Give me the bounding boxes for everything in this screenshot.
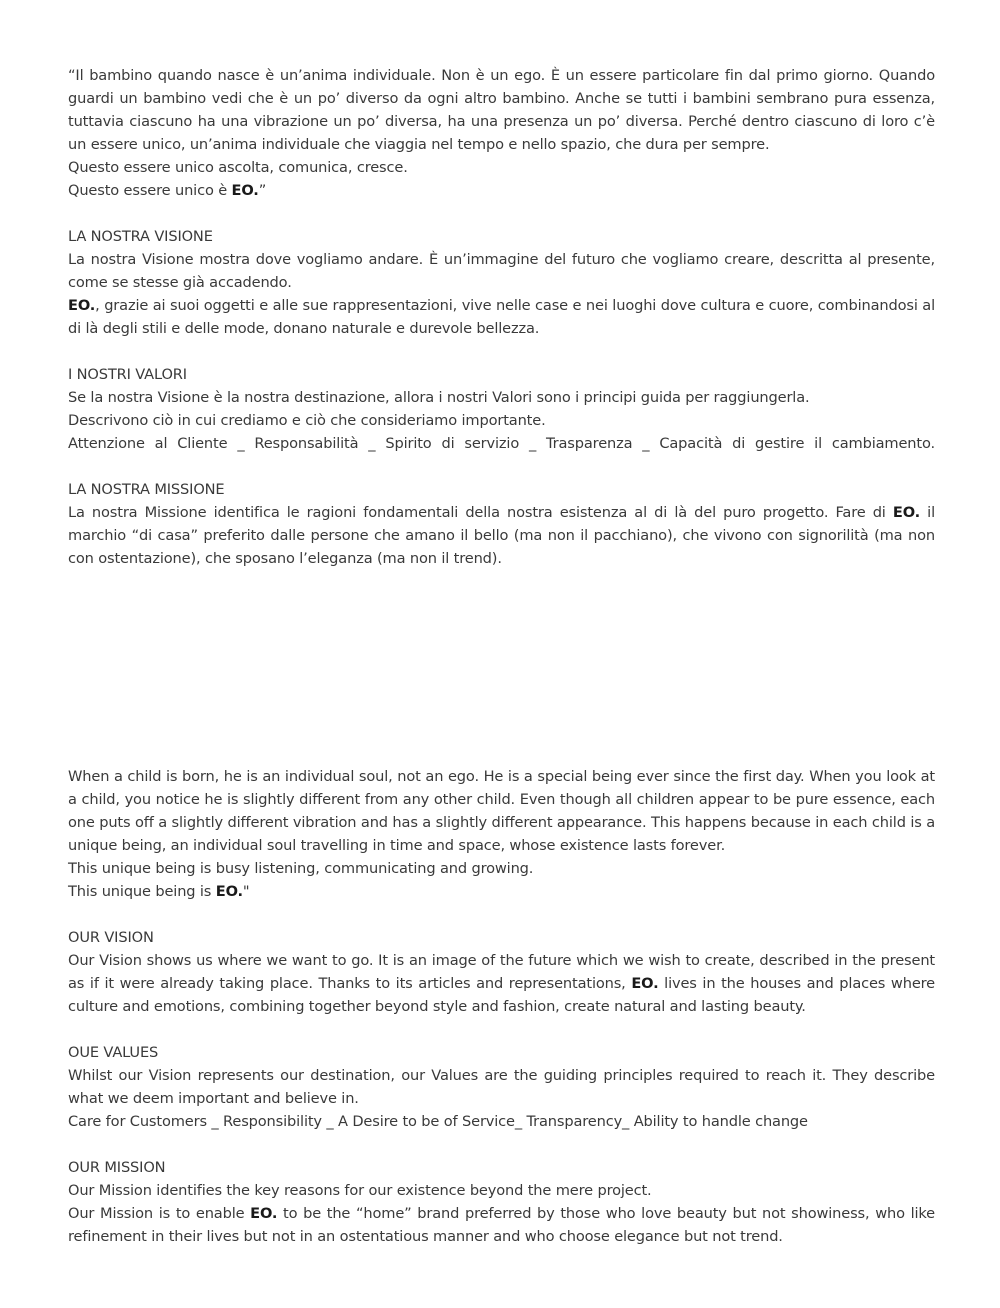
english-values-list: Care for Customers _ Responsibility _ A Desire to be of Service_ Transparency_ Ability to handle change [68, 1113, 808, 1130]
english-vision-text-b: lives in the houses and places where culture and emotions, combining together beyond style and fashion, create natural and lasting beauty. [68, 975, 936, 1015]
italian-vision-brand-paragraph [68, 294, 935, 340]
italian-mission-text-b: il marchio “di casa” preferito dalle persone che amano il bello (ma non il pacchiano), che vivono con signorilità (ma non con ostentazione), che sposano l’eleganza (ma non il trend). [68, 504, 935, 567]
italian-quote-closing [68, 179, 935, 202]
italian-mission-paragraph [68, 501, 935, 570]
italian-mission-text-a: La nostra Missione identifica le ragioni fondamentali della nostra esistenza al di là del puro progetto. Fare di [68, 504, 893, 521]
closing-quote-mark: ” [258, 182, 267, 199]
brand-name: EO. [250, 1205, 278, 1222]
italian-quote-paragraph [68, 64, 935, 156]
english-values-paragraph: Whilst our Vision represents our destination, our Values are the guiding principles required to reach it. They describe what we deem important and believe in. [68, 1067, 935, 1107]
italian-vision-paragraph: La nostra Visione mostra dove vogliamo andare. È un’immagine del futuro che vogliamo creare, descritta al presente, come se stesse già accadendo. [68, 251, 935, 291]
english-mission-text-b: to be the “home” brand preferred by those who love beauty but not showiness, who like refinement in their lives but not in an ostentatious manner and who choose elegance but not trend. [68, 1205, 935, 1245]
closing-quote-mark: " [242, 883, 250, 900]
brand-name: EO. [215, 883, 243, 900]
english-mission-paragraph: Our Mission identifies the key reasons for our existence beyond the mere project. [68, 1182, 652, 1199]
italian-section [68, 64, 935, 570]
brand-name: EO. [631, 975, 659, 992]
english-vision-heading: OUR VISION [68, 929, 154, 946]
italian-quote-closing-text: Questo essere unico è [68, 182, 232, 199]
italian-values-heading: I NOSTRI VALORI [68, 366, 187, 383]
italian-vision-brand-text: , grazie ai suoi oggetti e alle sue rappresentazioni, vive nelle case e nei luoghi dove cultura e cuore, combinandosi al di là degli stili e delle mode, donano naturale e durevole bellezza. [68, 297, 935, 337]
brand-name: EO. [68, 297, 96, 314]
english-vision-paragraph [68, 949, 935, 1018]
english-values-heading: OUE VALUES [68, 1044, 159, 1061]
english-mission-text-a: Our Mission is to enable [68, 1205, 251, 1222]
italian-values-paragraph-2: Descrivono ciò in cui crediamo e ciò che consideriamo importante. [68, 412, 546, 429]
english-quote-paragraph: When a child is born, he is an individual soul, not an ego. He is a special being ever since the first day. When you look at a child, you notice he is slightly different from any other child. Even though all children appear to be pure essence, each one puts off a slightly different vibration and has a slightly different appearance. This happens because in each child is a unique being, an individual soul travelling in time and space, whose existence lasts forever. [68, 768, 935, 854]
english-quote-closing-text: This unique being is [68, 883, 216, 900]
english-mission-heading: OUR MISSION [68, 1159, 166, 1176]
english-section [68, 765, 935, 1248]
english-quote-line: This unique being is busy listening, communicating and growing. [68, 860, 534, 877]
english-quote-closing [68, 880, 935, 903]
italian-quote-line: Questo essere unico ascolta, comunica, cresce. [68, 159, 408, 176]
english-mission-paragraph-2 [68, 1202, 935, 1248]
italian-values-list: Attenzione al Cliente _ Responsabilità _ Spirito di servizio _ Trasparenza _ Capacità di gestire il cambiamento. [68, 435, 935, 452]
italian-quote-text: “Il bambino quando nasce è un’anima individuale. Non è un ego. È un essere particolare fin dal primo giorno. Quando guardi un bambino vedi che è un po’ diverso da ogni altro bambino. Anche se tutti i bambini sembrano pura essenza, tuttavia ciascuno ha una vibrazione un po’ diversa, ha una presenza un po’ diversa. Perché dentro ciascuno di loro c’è un essere unico, un’anima individuale che viaggia nel tempo e nello spazio, che dura per sempre. [68, 67, 935, 153]
brand-name: EO. [231, 182, 259, 199]
italian-values-paragraph: Se la nostra Visione è la nostra destinazione, allora i nostri Valori sono i principi guida per raggiungerla. [68, 389, 810, 406]
brand-name: EO. [892, 504, 921, 521]
italian-vision-heading: LA NOSTRA VISIONE [68, 228, 213, 245]
english-vision-text-a: Our Vision shows us where we want to go. It is an image of the future which we wish to create, described in the present as if it were already taking place. Thanks to its articles and representations, [68, 952, 935, 992]
italian-mission-heading: LA NOSTRA MISSIONE [68, 481, 225, 498]
